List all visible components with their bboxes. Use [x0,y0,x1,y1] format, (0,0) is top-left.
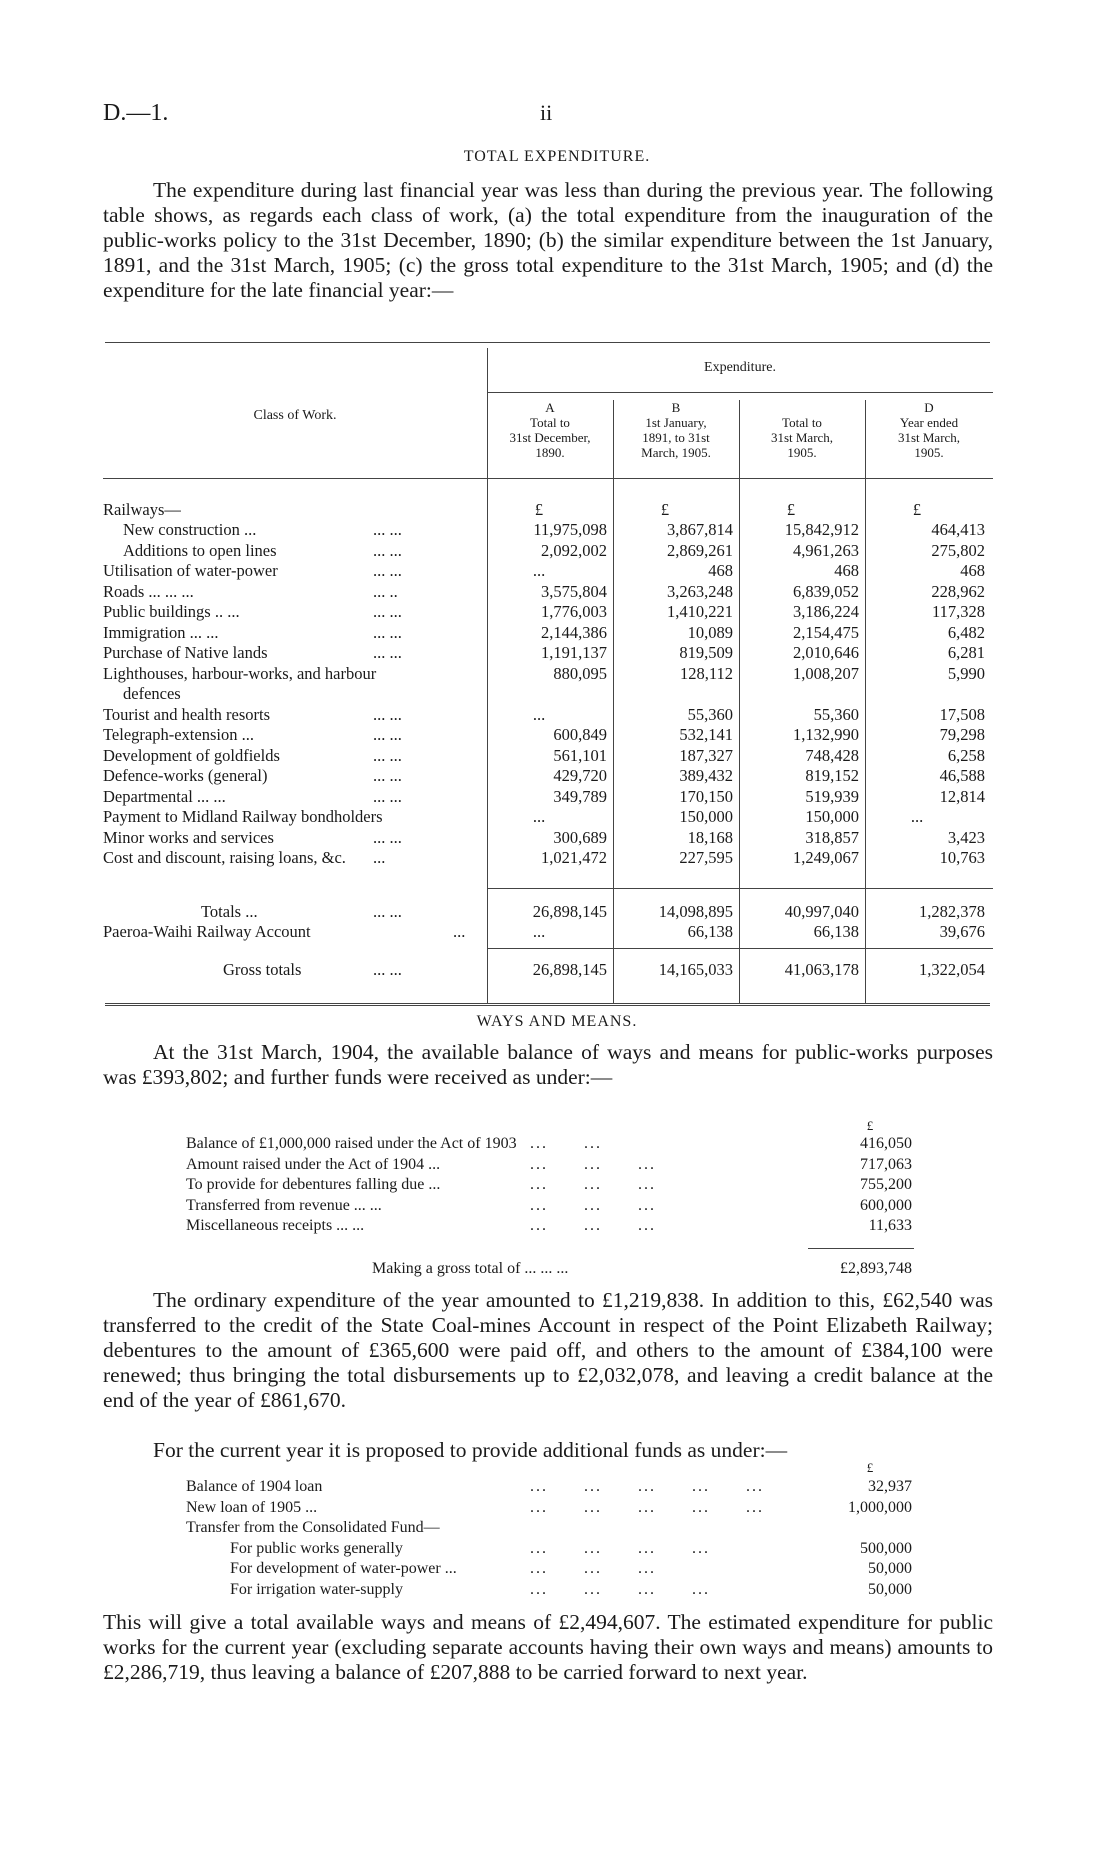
class-of-work-header: Class of Work. [253,408,337,423]
row-label: Development of goldfields [103,745,280,765]
fund-item-label: For development of water-power ... [230,1560,457,1577]
table-bottom-rule [105,1003,990,1006]
cell-a: 2,092,002 [541,540,607,560]
paeroa-b: 66,138 [687,922,733,941]
cell-a: ... [532,704,546,724]
row-dots: ... .. [373,581,398,601]
fund-item-dots: ... ... ... [530,1217,656,1234]
para4-text: This will give a total available ways and means of £2,494,607. The estimated expenditure for public works for the current year (excluding separate accounts having their own ways and means) amounts to £2,286,719, thus leaving a balance of £207,888 to be carried forward to next year. [103,1610,993,1684]
row-dots: ... ... [373,786,402,806]
cell-b: 3,867,814 [667,520,733,539]
cell-a: 1,776,003 [541,602,607,621]
cell-c: 15,842,912 [784,520,859,539]
gross-rule [487,948,993,949]
col-d-header: D Year ended 31st March, 1905. [897,400,961,460]
header-rule [487,392,993,393]
cell-a: 600,849 [553,725,607,744]
cell-d: 6,281 [947,643,985,662]
currency-mark: £ [866,1118,874,1133]
totals-label: Totals ... [201,902,258,921]
row-label: Tourist and health resorts [103,704,271,724]
gross-total-label: Making a gross total of ... ... ... [372,1260,569,1277]
railways-heading: Railways— [103,500,181,519]
fund-item-value: 50,000 [868,1580,912,1598]
fund-item-value: 717,063 [860,1155,912,1173]
cell-d: 275,802 [931,540,985,560]
cell-c: 3,186,224 [793,602,859,621]
cell-c: 519,939 [805,786,859,806]
expenditure-header: Expenditure. [704,360,776,375]
fund-item-dots: ... ... ... [530,1196,656,1214]
cell-b: 187,327 [679,745,733,765]
row-label: Immigration ... ... [103,622,219,642]
fund-item-dots: ... ... ... [530,1155,656,1173]
fund-item-dots: ... ... ... ... ... [530,1478,764,1495]
row-label: Telegraph-extension ... [103,725,254,744]
cell-a: ... [532,807,546,826]
currency-mark: £ [866,1460,874,1475]
cell-c: 1,132,990 [793,725,859,744]
row-label: Defence-works (general) [103,766,268,785]
row-dots: ... ... [373,643,402,662]
row-dots: ... ... [373,622,402,642]
row-label: Purchase of Native lands [103,643,268,662]
fund-item-value: 11,633 [868,1217,912,1234]
row-label: Lighthouses, harbour-works, and harbour [103,663,377,683]
expenditure-table [103,340,993,1005]
cell-b: 150,000 [679,807,733,826]
row-label: Additions to open lines [123,540,277,560]
cell-a: 3,575,804 [541,581,607,601]
cell-d: ... [910,807,924,826]
cell-b: 227,595 [679,848,733,867]
cell-d: 6,482 [947,622,985,642]
row-label: defences [123,684,181,703]
cell-b: 128,112 [679,663,733,683]
row-dots: ... ... [373,540,402,560]
ways-means-title: WAYS AND MEANS. [476,1013,638,1030]
cell-c: 1,008,207 [793,663,859,683]
fund-item-dots: ... ... [530,1135,602,1152]
fund-item-dots: ... ... ... [530,1176,656,1193]
totals-rule [487,888,993,889]
cell-b: 532,141 [679,725,733,744]
gross-a: 26,898,145 [532,960,607,979]
cell-d: 79,298 [939,725,985,744]
cell-a: 11,975,098 [533,520,607,539]
ways-means-intro [103,1040,993,1090]
para3-text: For the current year it is proposed to provide additional funds as under:— [153,1438,788,1462]
gross-d: 1,322,054 [919,960,985,979]
totals-d: 1,282,378 [919,902,985,921]
row-dots: ... ... [373,704,402,724]
cell-b: 1,410,221 [667,602,733,621]
para2-text: The ordinary expenditure of the year amounted to £1,219,838. In addition to this, £62,540 was transferred to the credit of the State Coal-mines Account in respect of the Point Elizabeth Railway; debentures to the amount of £365,600 were paid off, and others to the amount of £384,100 were renewed; thus bringing the total disbursements up to £2,032,078, and leaving a credit balance at the end of the year of £861,670. [103,1288,993,1412]
gross-dots: ... ... [373,960,402,979]
cell-c: 6,839,052 [793,581,859,601]
gross-label: Gross totals [223,960,302,979]
cell-b: 2,869,261 [667,540,733,560]
fund-item-dots: ... ... ... ... [530,1580,710,1598]
cell-d: 12,814 [939,786,985,806]
currency-mark: £ [660,500,670,519]
fund-item-label: For irrigation water-supply [230,1580,403,1598]
fund-item-label: To provide for debentures falling due ... [186,1176,441,1193]
gross-c: 41,063,178 [784,960,859,979]
ordinary-expenditure-paragraph [103,1288,993,1413]
row-label: New construction ... [123,520,257,539]
totals-a: 26,898,145 [532,902,607,921]
cell-d: 10,763 [939,848,985,867]
cell-c: 2,154,475 [793,622,859,642]
fund-item-label: For public works generally [230,1539,403,1557]
col-b-header: B 1st January, 1891, to 31st March, 1905. [641,400,711,460]
fund-item-label: Amount raised under the Act of 1904 ... [186,1155,441,1173]
page-number: ii [540,100,553,125]
cell-c: 150,000 [805,807,859,826]
fund-item-label: Transferred from revenue ... ... [186,1196,382,1214]
row-label: Minor works and services [103,827,274,847]
cell-c: 819,152 [805,766,859,785]
cell-d: 117,328 [931,602,985,621]
cell-c: 4,961,263 [793,540,859,560]
cell-d: 17,508 [939,704,985,724]
cell-b: 55,360 [687,704,733,724]
cell-a: 2,144,386 [541,622,607,642]
cell-d: 468 [960,561,985,580]
cell-d: 464,413 [931,520,985,539]
paeroa-a: ... [532,922,546,941]
currency-mark: £ [534,500,544,519]
fund-item-label: Transfer from the Consolidated Fund— [186,1519,440,1536]
cell-a: 300,689 [553,827,607,847]
cell-b: 18,168 [687,827,733,847]
fund-item-value: 600,000 [860,1196,912,1214]
fund-item-label: Miscellaneous receipts ... ... [186,1217,365,1234]
row-dots: ... ... [373,561,402,580]
cell-b: 170,150 [679,786,733,806]
row-label: Public buildings .. ... [103,602,240,621]
col-a-header: A Total to 31st December, 1890. [509,400,591,460]
total-expenditure-intro [103,178,993,303]
cell-a: 561,101 [553,745,607,765]
cell-b: 389,432 [679,766,733,785]
row-dots: ... ... [373,602,402,621]
cell-b: 468 [708,561,733,580]
total-expenditure-title: TOTAL EXPENDITURE. [463,148,651,165]
currency-mark: £ [912,500,922,519]
cell-a: 349,789 [553,786,607,806]
fund-item-label: New loan of 1905 ... [186,1498,318,1516]
totals-c: 40,997,040 [784,902,859,921]
intro-text: The expenditure during last financial year was less than during the previous year. The following table shows, as regards each class of work, (a) the total expenditure from the inauguration of the public-works policy to the 31st December, 1890; (b) the similar expenditure between the 1st January, 1891, and the 31st March, 1905; (c) the gross total expenditure to the 31st March, 1905; and (d) the expenditure for the late financial year:— [103,178,993,302]
row-dots: ... [373,848,386,867]
ways-means-intro-text: At the 31st March, 1904, the available balance of ways and means for public-works purposes was £393,802; and further funds were received as under:— [103,1040,993,1089]
cell-c: 2,010,646 [793,643,859,662]
currency-mark: £ [786,500,796,519]
cell-a: 429,720 [553,766,607,785]
cell-d: 5,990 [947,663,985,683]
totals-b: 14,098,895 [658,902,733,921]
fund-item-label: Balance of £1,000,000 raised under the Act of 1903 [186,1135,517,1152]
sum-rule [808,1248,914,1249]
fund-item-dots: ... ... ... [530,1560,656,1577]
cell-c: 318,857 [805,827,859,847]
row-dots: ... ... [373,766,402,785]
fund-item-value: 1,000,000 [848,1498,912,1516]
gross-b: 14,165,033 [658,960,733,979]
cell-c: 1,249,067 [793,848,859,867]
gross-total-value: £2,893,748 [840,1260,912,1277]
cell-c: 468 [834,561,859,580]
paeroa-label: Paeroa-Waihi Railway Account [103,922,311,941]
row-dots: ... ... [373,827,402,847]
fund-item-dots: ... ... ... ... [530,1539,710,1557]
totals-dots: ... ... [373,902,402,921]
row-label: Payment to Midland Railway bondholders [103,807,383,826]
fund-item-value: 32,937 [868,1478,912,1495]
cell-d: 6,258 [947,745,985,765]
row-label: Roads ... ... ... [103,581,194,601]
fund-item-label: Balance of 1904 loan [186,1478,323,1495]
cell-d: 3,423 [947,827,985,847]
fund-item-dots: ... ... ... ... ... [530,1498,764,1516]
row-dots: ... ... [373,520,402,539]
document-code: D.—1. [103,100,169,126]
fund-item-value: 50,000 [868,1560,912,1577]
row-label: Cost and discount, raising loans, &c. [103,848,346,867]
header-bottom-rule [103,478,993,479]
paeroa-d: 39,676 [939,922,985,941]
cell-d: 46,588 [939,766,985,785]
cell-b: 3,263,248 [667,581,733,601]
paeroa-dots: ... [453,922,466,941]
cell-b: 819,509 [679,643,733,662]
fund-item-value: 500,000 [860,1539,912,1557]
cell-a: 1,021,472 [541,848,607,867]
summary-paragraph [103,1610,993,1685]
row-dots: ... ... [373,725,402,744]
row-label: Departmental ... ... [103,786,226,806]
paeroa-c: 66,138 [813,922,859,941]
row-dots: ... ... [373,745,402,765]
row-label: Utilisation of water-power [103,561,278,580]
cell-b: 10,089 [687,622,733,642]
cell-a: 880,095 [553,663,607,683]
cell-a: 1,191,137 [541,643,607,662]
cell-d: 228,962 [931,581,985,601]
cell-a: ... [532,561,546,580]
cell-c: 748,428 [805,745,859,765]
cell-c: 55,360 [813,704,859,724]
col-c-header: Total to 31st March, 1905. [770,415,834,460]
fund-item-value: 755,200 [860,1176,912,1193]
fund-item-value: 416,050 [860,1135,912,1152]
